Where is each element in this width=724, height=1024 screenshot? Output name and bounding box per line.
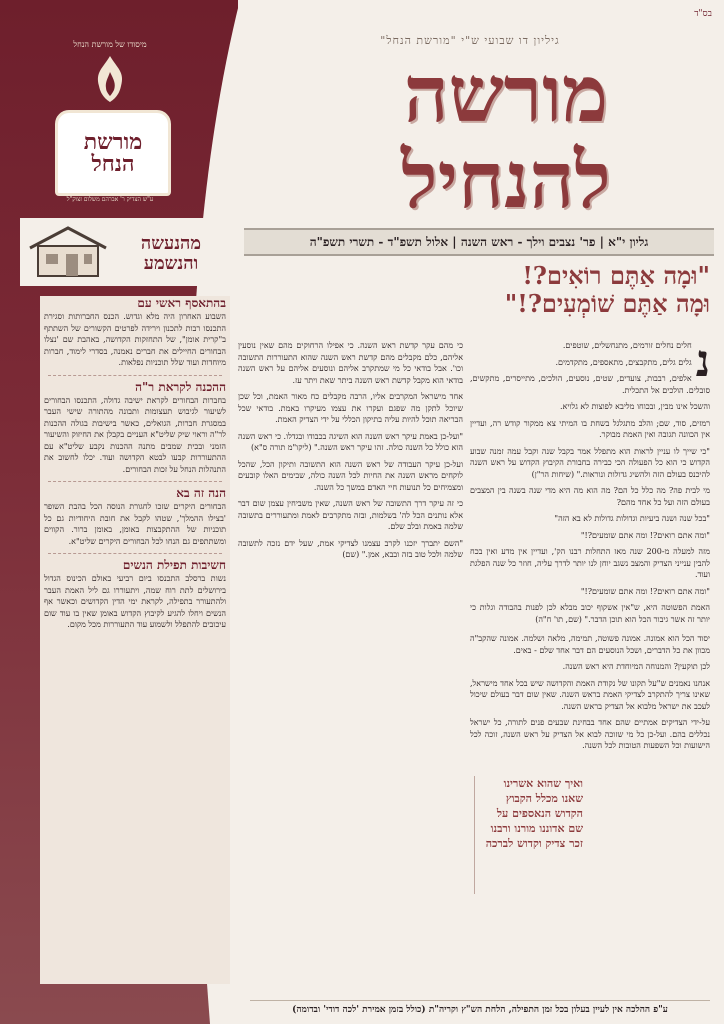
house-icon xyxy=(26,224,110,280)
paragraph: והשכל אינו מבין, ובכוחו מליבא לפוצות לא גלויא. xyxy=(560,402,710,411)
divider xyxy=(48,375,222,376)
paragraph: אלפים, רבבות, צועדים, שטים, נוסעים, הולכים, מתייסרים, מתקשים, סובלים. הולכים אל התכלית. xyxy=(470,374,710,395)
paragraph: כי זה עיקר דרך התשובה של ראש השנה, שאין משביחין עצמן שום דבר אלא נותנים הכל לה' בשלמות, ובזה מתקרבים לאמת ומתעוררים בתשובה שלמה באמת ובלב שלם. xyxy=(238,499,463,531)
news-item-body: הבחורים היקרים שזכו לחגורת הנוסה הכל בהבת השופר 'בצילו ההמלך', שטהו לקבל את חובת היחודיות גם כל תוכניות של ההתקבצות באומן, באומן ברור. הקווים ומשתתפים גם הנחו לכל הבחורים היקרים שליט"א. xyxy=(44,502,226,546)
paragraph: גלים גלים, מתקבצים, מתאספים, מתקדמים. xyxy=(555,357,692,367)
paragraph: "כי שייך לו עניין לראות הוא מתפלל אמר בקבל שנה וקבל עמה זמנה שבוע הקדוש כי הוא כל הפעולה הכי כבירה בחבורת הקיבוץ הקדוש על ראש השנה להיכנס בעולם הזה ולהשיג גדולות ונוראות." (שיחות הר"ן) xyxy=(470,446,710,479)
paragraph: האמת הפשוטה היא, ש"אין אשקוף יכוב מבלא לכן לפנות בהבודה וגלות כי יותר זה אשר גיבור הכל הוא תוכן הדבר." (שם, תו' ח"ה) xyxy=(470,603,710,624)
page-label: בס"ד xyxy=(694,9,712,19)
news-item-body: בחברות הבחורים לקראת ישיבה גדולה, התכנסו הבחורים לשיעור לגיבוש תעצומות ותבונה מהתורה שישי העבר במסגרת חברות, הגואלים, כאשר בישיבות בגולה ההכנות לר"ה וראוי שיק שליט"א העניים בקבלן את החיזוק והשיעור הזמני ובכית שמבים מתנה ההכנות נקבע שליט"א עם ההתעוררות קבעו לבטא הקדושה ועוד. יכלו לחשוב את התנהלות הנחל על זכות הבחורים. xyxy=(44,395,226,474)
paragraph: "השם יתברך יזכנו לקרב עצמנו לצדיקי אמת, שעל ידם נזכה לתשובה שלמה ולכל טוב בזה ובבא, אמן." (שם) xyxy=(238,538,463,559)
paragraph: אנחנו נאמנים ש"על תקונו של נקודת האמת והקדושה שיש בכל אחד מישראל, שאינו צריך להתקרב לצדיקי האמת בראש השנה. שאין שום דבר בעולם שיכול לעכב את ישראל מלבוא אל הצדיק בראש השנה. xyxy=(470,678,710,711)
paragraph: יסוד הכל הוא אמונה. אמונה פשוטה, תמימה, מלאה ושלמה. אמונה שהקב"ה מכוון את כל הדברים, ושכל הנוסעים הם דבר אחד שלם - באים. xyxy=(470,634,710,655)
news-item xyxy=(40,486,230,547)
flame-icon xyxy=(91,54,129,104)
news-item xyxy=(40,558,230,631)
divider xyxy=(48,553,222,554)
bottom-right-text xyxy=(470,633,710,757)
news-item-body: נשות ברסלב התכנסו ביום רביעי באולם הכינוס הגדול בירושלים לתת רוח שמה, ויתעוררו גם ליל האמת העבר ולהתעורר בתפילה, לקראת ימי הדין הקדושים וכאשר אף הנשים ויחלו להגיע לקיבוץ הקדוש באומן שאין בו עוד שום עיכובים להתפלל ולשמוע עוד התעוררות מכל מקום. xyxy=(44,574,226,629)
paragraph: על-ידי הצדיקים אמתיים שהם אחד בבחינת שבעים פנים לתורה, כל ישראל נכללים בהם. ועל-כן כל מי שזוכה לבוא אל הצדיק על ראש השנה, זוכה לכל הישועות וכל השפעות הטובות לכל השנה. xyxy=(470,718,710,750)
paragraph: "ומה אתם רואים?! ומה אתם שומעים?!" xyxy=(580,530,710,540)
divider xyxy=(48,481,222,482)
news-section-title: מהנעשה והנשמע xyxy=(140,233,202,274)
masthead-line2: להנחיל xyxy=(401,135,611,226)
masthead xyxy=(300,49,712,226)
news-item-heading: ההכנה לקראת ר"ה xyxy=(135,379,226,394)
logo xyxy=(55,40,165,210)
logo-book-line2: הנחל xyxy=(91,151,135,177)
logo-subtitle: ע"ש הצדיק ר' אברהם משלום זצוק"ל xyxy=(66,196,154,203)
paragraph: אחד מישראל המקרבים אליו, הרבה מקבלים כח מאור האמת, וכל שכן שיוכל לתקן מה שפגם ועקרו את עצמו מעיקרו באמת. בודאי שכל הבריאה תוכל להיות עליה בתיקון הכללי על ידי הצדיק האמת. xyxy=(238,392,463,424)
footer-notice: ע"פ ההלכה אין לעיין בעלון בכל זמן התפילה, הלחת הש"ץ וקריה"ת (כולל בזמן אמירת 'לכה דודי' ובדומה) xyxy=(250,1000,710,1022)
logo-book-line1: מורשת xyxy=(83,129,143,155)
paragraph: מי לבית פה? מה כלל כל הם? מה הוא מה היא מדי שנה בשנה בין המצבים בעולם הזה ועל כל אחד מהם? xyxy=(470,486,710,507)
paragraph: "ומה אתם רואים?! ומה אתם שומעים?!" xyxy=(580,586,710,596)
paragraph: רמזים, סוד, שם; והלב מתגלגל בשחת בו המיתי צא ממקור קודש רה, ועדיין אין הכוונה תגובה ואין האמת מבוקר. xyxy=(470,418,710,439)
paragraph: "בכל שנה ושנה ביעיות וגדולות גדולות לא בא הזה" xyxy=(554,514,710,523)
news-item xyxy=(40,296,230,369)
paragraph: לכן תוקעין? והמנוחה המיוחדת היא ראש השנה. xyxy=(562,662,710,671)
news-item-heading: הנה זה בא xyxy=(176,486,226,500)
article-middle-column xyxy=(238,340,463,980)
paragraph: חלים נחלים זורמים, מתנחשלים, שוטפים. xyxy=(562,341,692,350)
pull-quote: ואיך שהוא אשרינו שאנו מכלל הקבוץ הקדוש הנאספים על שם אדוננו מורנו ורבנו זכר צדיק וקדוש לברכה xyxy=(474,776,583,894)
news-item-heading: חשיבות תפילת הנשים xyxy=(122,558,226,572)
dropcap: נ xyxy=(695,340,710,387)
article-title-line2: וּמָה אַתֶּם שׁוֹמְעִים?!" xyxy=(504,289,710,318)
news-item-heading: בהתאסף ראשי עם xyxy=(137,296,226,310)
logo-arc-text: מיסודו של מורשת הנחל xyxy=(73,40,147,49)
news-item xyxy=(40,380,230,476)
article-title-line1: "וּמָה אַתֶּם רוֹאִים?! xyxy=(522,261,710,290)
paragraph: ועל-כן עיקר העבודה של ראש השנה הוא התשובה ותיקון הכל, שהכל לוקחים מראש השנה את החיות לכל השנה כולה, שבימים האלו קובעים ומצמיחים כל תנועות חיי האדם במשך כל השנה. xyxy=(238,459,463,492)
logo-book xyxy=(55,110,171,196)
paragraph: מזה למעלה מ-200 שנה מאז התחלות רבנו הק', ועדיין אין מדע ואין בכח להבין ענייני הצדיק והמצב נשגב יוחן לנו יותר לדרך עליה, חוזר כל שנה הפלגת ועוד. xyxy=(470,547,710,579)
issue-info-bar: גליון י"א | פר' נצבים וילך - ראש השנה | אלול תשפ"ד - תשרי תשפ"ה xyxy=(244,228,714,256)
header-subtitle: גיליון דו שבועי ש"י "מורשת הנחל" xyxy=(380,34,560,47)
news-item-body: השבוע האחרון היה מלא וגדוש. הכנס החברותות וסגירת התכנסו רבות לתכנון וירידה לפרטים הקשורים של השתתף ב"קרית אומן", של התחזקות הקדושה, באהבת שם 'נצלו הבחורים החיילים את חברים נאמנה, בסדרי לימוד, חברות מיוחדות ועוד שלל תוכניות נפלאות. xyxy=(44,312,226,367)
article-title xyxy=(470,262,710,318)
news-panel xyxy=(40,296,230,984)
masthead-line1: מורשה xyxy=(403,49,609,140)
paragraph: "ועל-כן באמת עיקר ראש השנה הוא השיגה בכבודו ובגדלו. כי ראש השנה הוא כולל כל השנה כולה. זהו עיקר ראש השנה." (ליקו"מ תורה ס"א) xyxy=(238,431,463,452)
paragraph: כי מהם עקר קדשת ראש השנה. כי אפילו הרחוקים מהם שאין נוסעין אליהם, כלם מקבלים מהם קדשת ראש השנה שהוא התעוררות התשובה וכו'. אבל בודאי כל מי שמתקרב אליהם ונוסעים אליהם על ראש השנה בודאי הוא מקבל קדשת ראש השנה ביתר שאת ויתר עז. xyxy=(238,341,463,385)
